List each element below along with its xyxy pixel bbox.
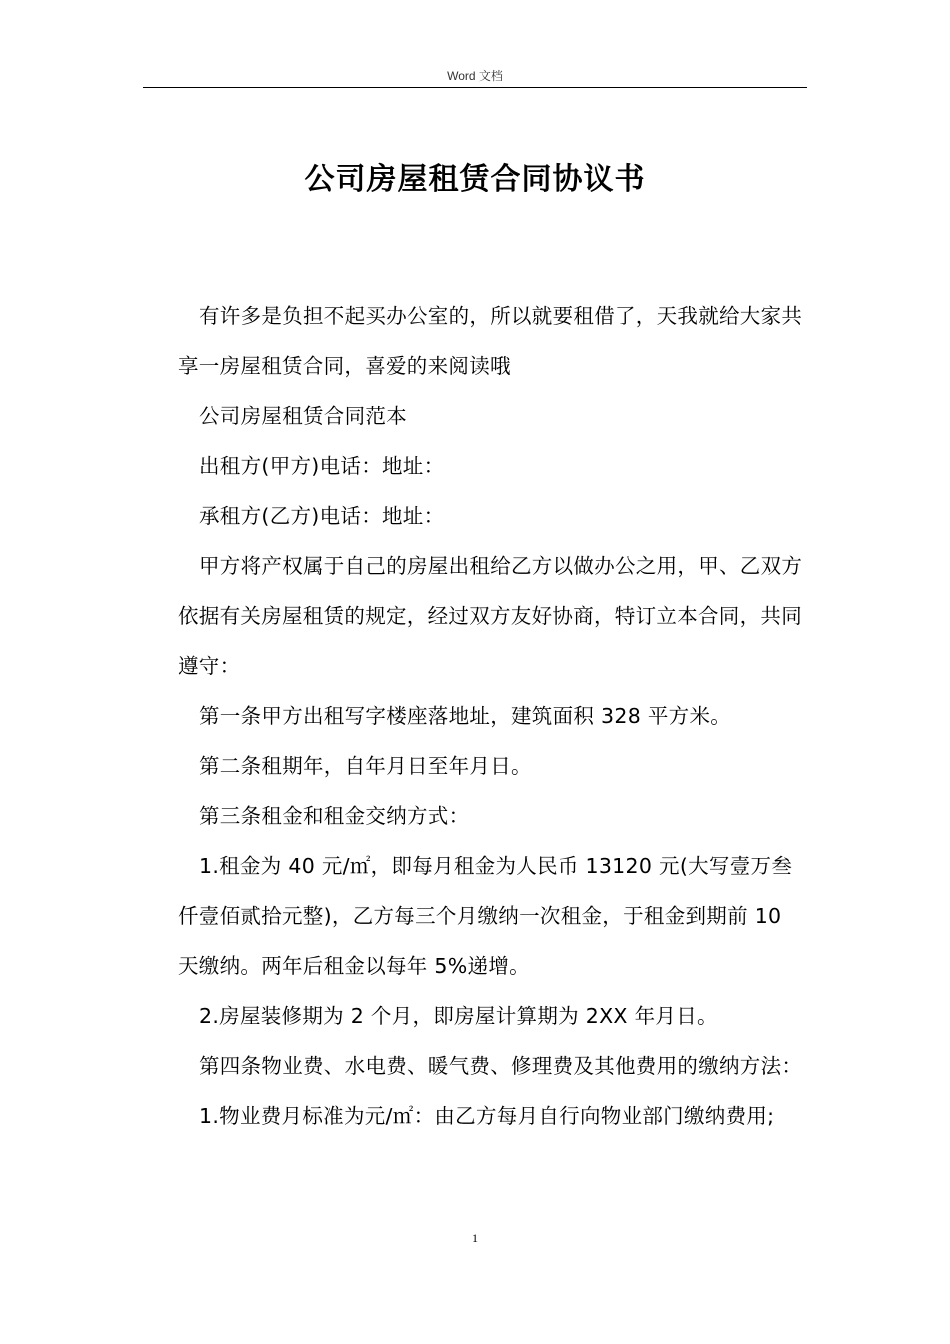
paragraph-intro: 有许多是负担不起买办公室的，所以就要租借了，天我就给大家共享一房屋租赁合同，喜爱的来阅读哦 bbox=[178, 304, 803, 378]
paragraph-article-3: 第三条租金和租金交纳方式： bbox=[199, 804, 470, 828]
paragraph-article-3-item-2: 2.房屋装修期为 2 个月，即房屋计算期为 2XX 年月日。 bbox=[199, 1004, 718, 1028]
paragraph-preamble: 甲方将产权属于自己的房屋出租给乙方以做办公之用，甲、乙双方依据有关房屋租赁的规定，经过双方友好协商，特订立本合同，共同遵守： bbox=[178, 554, 803, 678]
paragraph-article-3-item-1: 1.租金为 40 元/㎡，即每月租金为人民币 13120 元(大写壹万叁仟壹佰贰拾元整)，乙方每三个月缴纳一次租金，于租金到期前 10 天缴纳。两年后租金以每年 5%递增。 bbox=[178, 854, 793, 978]
page-number: 1 bbox=[472, 1231, 478, 1245]
paragraph-article-4-item-1: 1.物业费月标准为元/㎡：由乙方每月自行向物业部门缴纳费用; bbox=[199, 1104, 775, 1128]
paragraph-article-4: 第四条物业费、水电费、暖气费、修理费及其他费用的缴纳方法： bbox=[199, 1054, 803, 1078]
document-title: 公司房屋租赁合同协议书 bbox=[304, 162, 646, 197]
header-label: Word 文档 bbox=[447, 69, 503, 83]
header-divider bbox=[143, 87, 807, 88]
paragraph-lessor: 出租方(甲方)电话：地址： bbox=[199, 454, 445, 478]
paragraph-contract-template: 公司房屋租赁合同范本 bbox=[199, 404, 407, 428]
document-body bbox=[178, 291, 808, 1141]
paragraph-article-2: 第二条租期年，自年月日至年月日。 bbox=[199, 754, 532, 778]
paragraph-article-1: 第一条甲方出租写字楼座落地址，建筑面积 328 平方米。 bbox=[199, 704, 732, 728]
paragraph-lessee: 承租方(乙方)电话：地址： bbox=[199, 504, 445, 528]
